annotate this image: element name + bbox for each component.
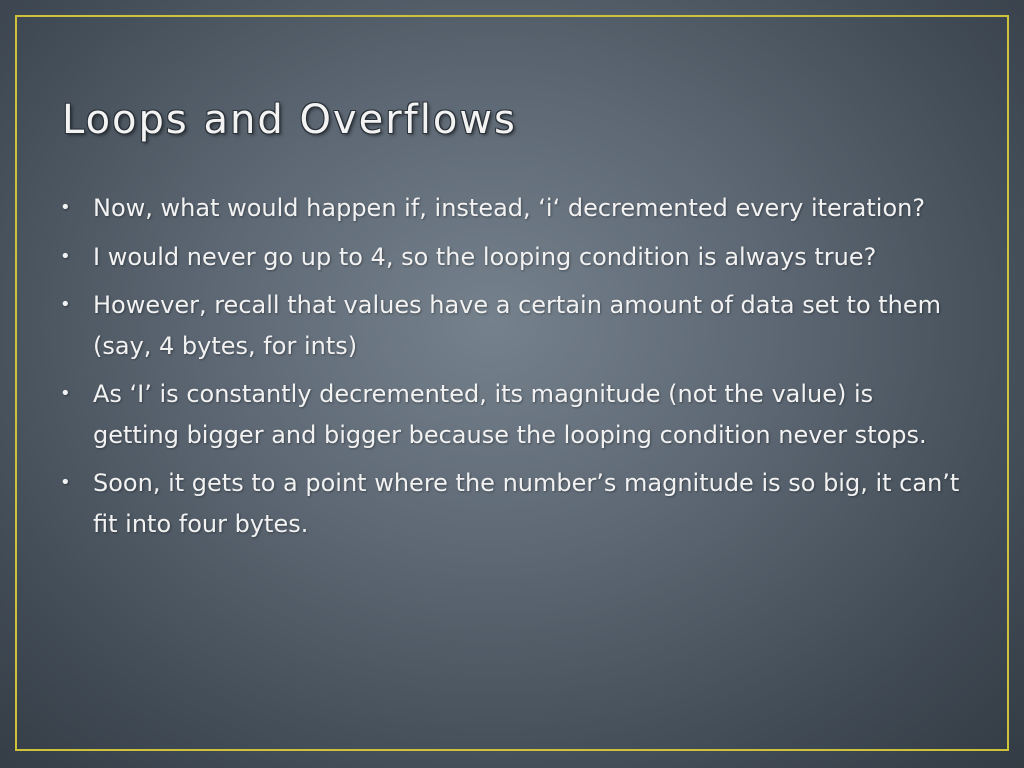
bullet-text: However, recall that values have a certain amount of data set to them (say, 4 bytes, for ints) [93,291,942,360]
bullet-marker: • [60,383,71,404]
bullet-list [60,188,960,552]
bullet-marker: • [60,197,71,218]
bullet-marker: • [60,245,71,267]
bullet-marker: • [60,294,71,315]
bullet-item [60,237,960,278]
bullet-item [60,463,960,544]
bullet-item [60,374,960,455]
slide-title: Loops and Overflows [62,97,517,143]
bullet-text: As ‘I’ is constantly decremented, its magnitude (not the value) is getting bigger and bigger because the looping condition never stops. [93,380,927,449]
bullet-text: I would never go up to 4, so the looping condition is always true? [93,242,877,271]
bullet-item [60,285,960,366]
bullet-text: Soon, it gets to a point where the number’s magnitude is so big, it can’t fit into four bytes. [93,469,960,538]
bullet-marker: • [60,472,71,493]
bullet-item [60,188,960,229]
bullet-text: Now, what would happen if, instead, ‘i‘ decremented every iteration? [93,194,926,222]
